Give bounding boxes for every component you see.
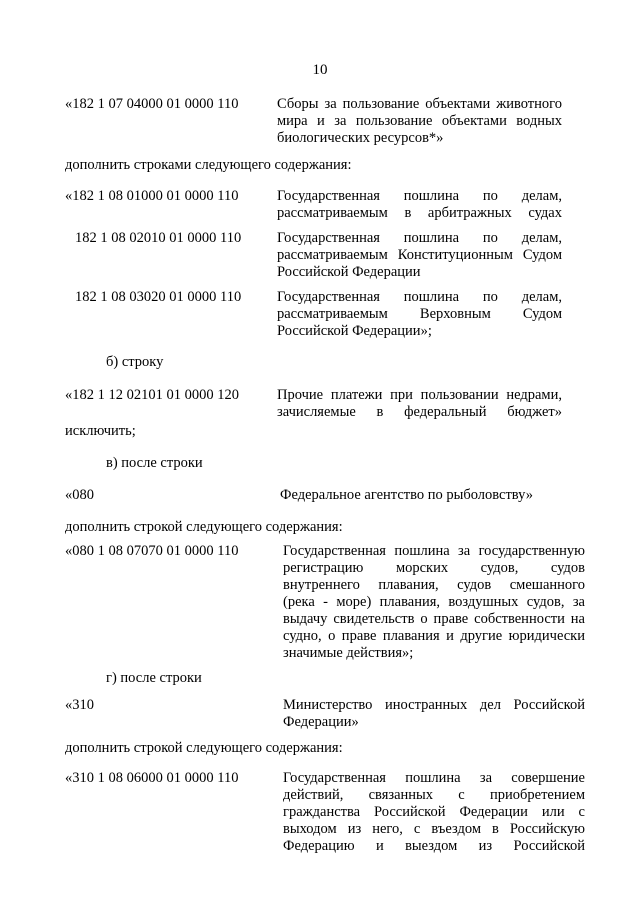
entry-description xyxy=(280,487,565,504)
description-line: Государственная пошлина за совершение xyxy=(283,770,585,786)
instruction-text: исключить; xyxy=(65,423,136,439)
budget-code: «182 1 08 01000 01 0000 110 xyxy=(65,188,239,204)
description-line: Федерацию и выездом из Российской xyxy=(283,838,585,854)
item-label: б) строку xyxy=(106,354,164,370)
description-line: Государственная пошлина по делам, xyxy=(277,230,562,246)
item-label: г) после строки xyxy=(106,670,202,686)
description-line: судно, о праве плавания и другие юридически xyxy=(283,628,585,644)
description-line: Федеральное агентство по рыболовству» xyxy=(280,487,534,503)
budget-code: «182 1 12 02101 01 0000 120 xyxy=(65,387,239,403)
budget-code: «080 xyxy=(65,487,94,503)
entry-description xyxy=(277,96,562,147)
page-number: 10 xyxy=(312,62,328,78)
budget-code: «080 1 08 07070 01 0000 110 xyxy=(65,543,239,559)
description-line: Государственная пошлина за государственную xyxy=(283,543,585,559)
description-line: мира и за пользование объектами водных xyxy=(277,113,562,129)
description-line: Государственная пошлина по делам, xyxy=(277,188,562,204)
entry-description xyxy=(277,289,562,340)
instruction-text: дополнить строками следующего содержания: xyxy=(65,157,352,173)
description-line: значимые действия»; xyxy=(283,645,414,661)
instruction-text: дополнить строкой следующего содержания: xyxy=(65,519,343,535)
description-line: Государственная пошлина по делам, xyxy=(277,289,562,305)
budget-code: 182 1 08 02010 01 0000 110 xyxy=(75,230,242,246)
description-line: Федерации» xyxy=(283,714,359,730)
description-line: Министерство иностранных дел Российской xyxy=(283,697,585,713)
entry-description xyxy=(277,387,562,421)
budget-code: «310 xyxy=(65,697,94,713)
description-line: рассматриваемым в арбитражных судах xyxy=(277,205,562,221)
budget-code: 182 1 08 03020 01 0000 110 xyxy=(75,289,242,305)
budget-code: «182 1 07 04000 01 0000 110 xyxy=(65,96,239,112)
description-line: рассматриваемым Верховным Судом xyxy=(277,306,562,322)
description-line: Российской Федерации»; xyxy=(277,323,432,339)
description-line: биологических ресурсов*» xyxy=(277,130,444,146)
description-line: Сборы за пользование объектами животного xyxy=(277,96,562,112)
description-line: выдачу свидетельств о праве собственности на xyxy=(283,611,585,627)
entry-description xyxy=(277,188,562,222)
description-line: действий, связанных с приобретением xyxy=(283,787,585,803)
description-line: рассматриваемым Конституционным Судом xyxy=(277,247,562,263)
entry-description xyxy=(283,770,585,855)
description-line: регистрацию морских судов, судов xyxy=(283,560,585,576)
description-line: (река - море) плавания, воздушных судов, за xyxy=(283,594,585,610)
entry-description xyxy=(283,543,585,662)
description-line: внутреннего плавания, судов смешанного xyxy=(283,577,585,593)
description-line: гражданства Российской Федерации или с xyxy=(283,804,585,820)
budget-code: «310 1 08 06000 01 0000 110 xyxy=(65,770,239,786)
entry-description xyxy=(277,230,562,281)
description-line: зачисляемые в федеральный бюджет» xyxy=(277,404,562,420)
description-line: выходом из него, с въездом в Российскую xyxy=(283,821,585,837)
entry-description xyxy=(283,697,585,731)
description-line: Российской Федерации xyxy=(277,264,421,280)
instruction-text: дополнить строкой следующего содержания: xyxy=(65,740,343,756)
item-label: в) после строки xyxy=(106,455,203,471)
description-line: Прочие платежи при пользовании недрами, xyxy=(277,387,562,403)
